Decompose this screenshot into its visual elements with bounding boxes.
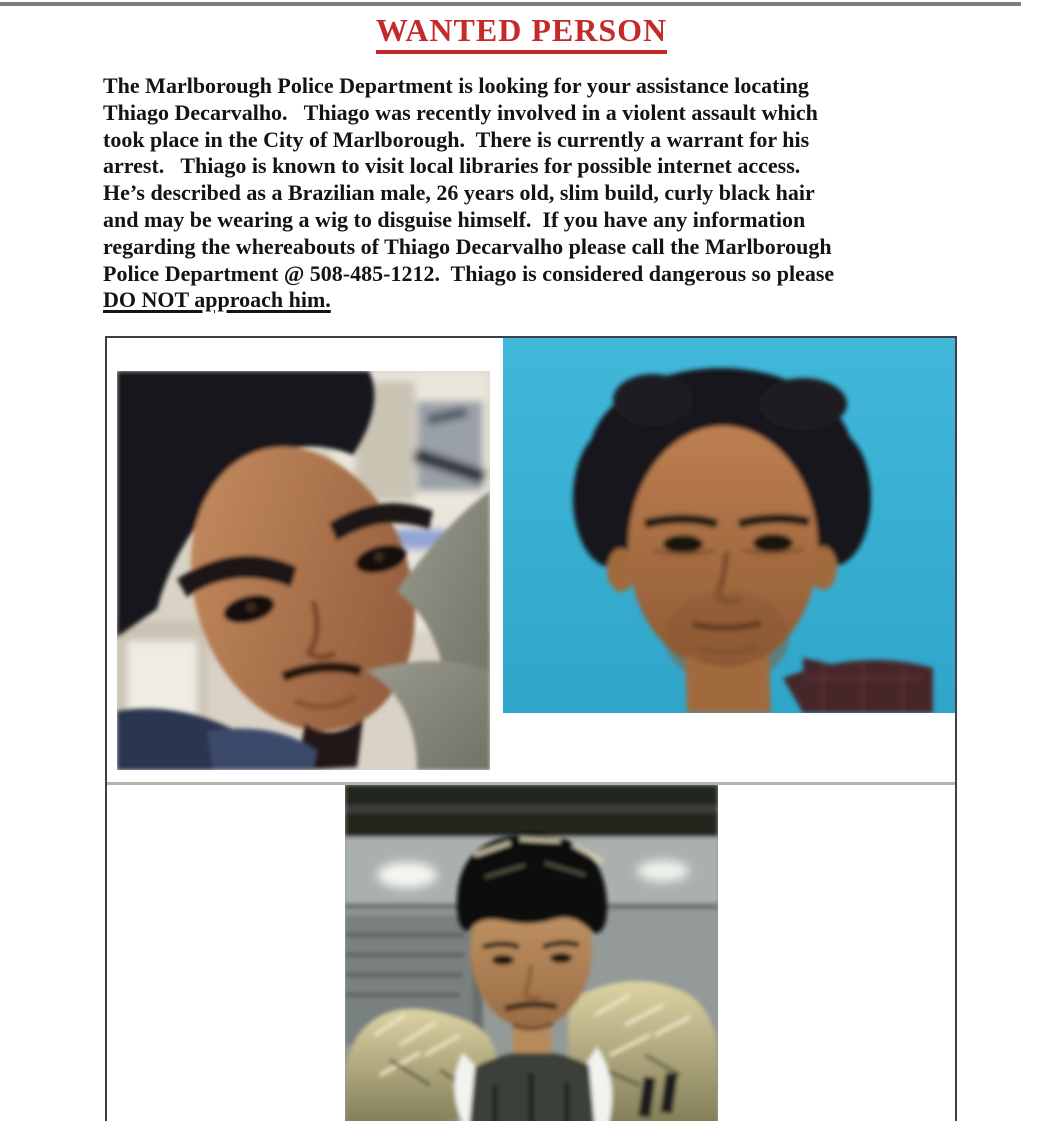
body-line: Thiago Decarvalho. Thiago was recently involved in a violent assault which	[103, 99, 818, 125]
body-line: The Marlborough Police Department is looking for your assistance locating	[103, 73, 809, 98]
body-line: and may be wearing a wig to disguise himself. If you have any information	[103, 206, 806, 232]
body-line-do-not-approach: DO NOT approach him.	[103, 287, 331, 313]
photos-frame-border	[105, 336, 957, 1121]
body-line: took place in the City of Marlborough. There is currently a warrant for his	[103, 126, 810, 152]
body-line: He’s described as a Brazilian male, 26 years old, slim build, curly black hair	[103, 180, 815, 206]
poster-title-row	[0, 12, 1043, 54]
poster-body	[103, 73, 953, 314]
poster-title: WANTED PERSON	[376, 12, 667, 54]
body-line: regarding the whereabouts of Thiago Decarvalho please call the Marlborough	[103, 233, 832, 259]
body-line: arrest. Thiago is known to visit local libraries for possible internet access.	[103, 153, 801, 179]
top-horizontal-rule	[0, 2, 1021, 6]
body-line: Police Department @ 508-485-1212. Thiago is considered dangerous so please	[103, 260, 835, 286]
